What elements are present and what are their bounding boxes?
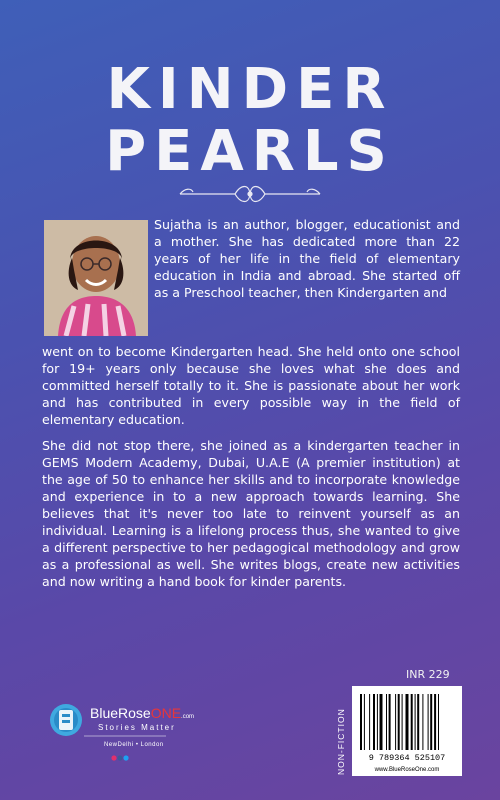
barcode-bar [411,694,413,750]
barcode-bar [417,694,419,750]
isbn-text: 9 789364 525107 [368,753,446,763]
author-bio-continued: went on to become Kindergarten head. She held onto one school for 19+ years only because she loves what she does and committed herself totally to it. She is passionate about her work and has contributed in every possible way in the field of elementary education. [42,344,460,427]
barcode-bar [428,694,429,750]
publisher-name-one: ONE [150,705,182,721]
website-text: www.BlueRoseOne.com [374,767,440,773]
barcode-bar [422,694,423,750]
barcode-bar [434,694,436,750]
social-icons [111,755,128,760]
publisher-tagline: Stories Matter [98,723,176,732]
genre-label [330,680,350,776]
barcode-bar [364,694,365,750]
barcode-bar [380,694,383,750]
title-line-1: KINDER [106,57,394,122]
instagram-icon [111,755,116,760]
barcode-bar [373,694,375,750]
author-bio-paragraph-2: She did not stop there, she joined as a kindergarten teacher in GEMS Modern Academy, Dubai, U.A.E (A premier institution) at the age of 50 to enhance her skills and to incorporate knowledge and experience in to a new approach towards learning. She believes that it's never too late to reinvent yourself as an individual. Learning is a lifelong process thus, she wanted to give a different perspective to her pedagogical methodology and grow as a professional as well. She writes blogs, create new activities and now writing a hand book for kinder parents. [42,438,460,589]
barcode-bar [386,694,387,750]
barcode-bar [415,694,416,750]
author-bio-intro: Sujatha is an author, blogger, educationist and a mother. She has dedicated more than 22 years of her life in the field of elementary education in India and abroad. She started off as a Preschool teacher, then Kindergarten and [154,217,460,300]
publisher-cities: NewDelhi • London [104,742,164,748]
barcode-bar [369,694,370,750]
barcode-bar [430,694,432,750]
twitter-icon [123,755,128,760]
barcode [352,686,462,776]
barcode-bar [438,694,439,750]
barcode-bar [406,694,409,750]
publisher-name-blue: BlueRose [90,705,151,721]
barcode-bar [360,694,362,750]
publisher-logo [48,698,228,778]
barcode-bar [398,694,400,750]
barcode-bar [402,694,403,750]
title-line-2: PEARLS [105,119,395,184]
publisher-name [90,705,194,721]
barcode-bar [395,694,396,750]
barcode-bar [389,694,391,750]
genre-text: NON-FICTION [336,708,346,775]
barcode-bar [377,694,378,750]
price-label: INR 229 [406,668,450,681]
author-photo [44,220,148,336]
publisher-logo-graphic [48,698,228,778]
facebook-icon [117,755,122,760]
publisher-name-suffix: .com [181,714,195,720]
ornament-divider [175,180,325,208]
